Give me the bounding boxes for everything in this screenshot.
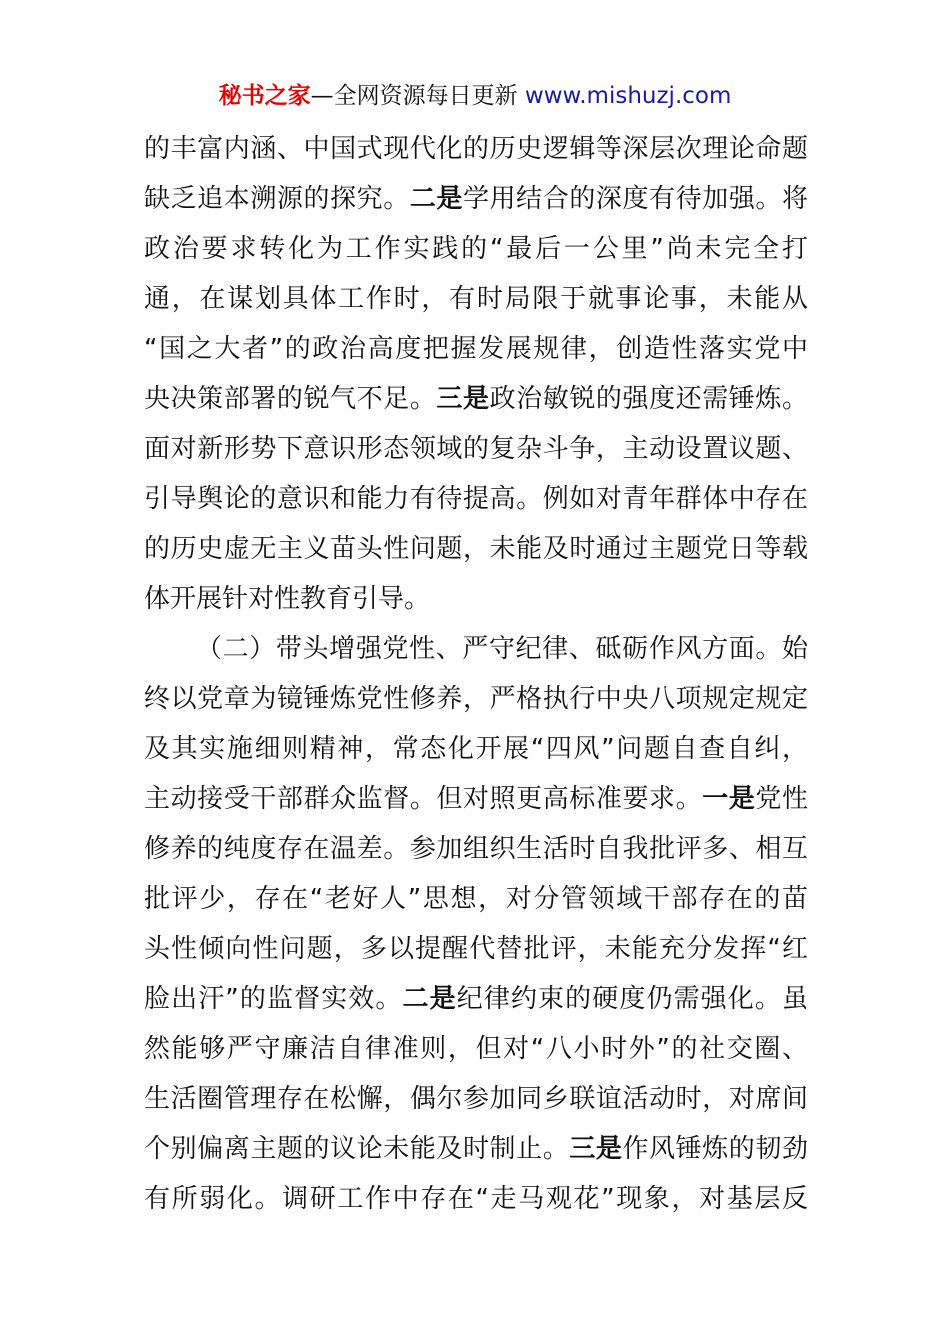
text-segment: 头性倾向性问题，多以提醒代替批评，未能充分发挥“红 xyxy=(144,934,808,964)
text-segment: 面对新形势下意识形态领域的复杂斗争，主动设置议题、 xyxy=(144,434,808,464)
text-segment: 通，在谋划具体工作时，有时局限于就事论事，未能从 xyxy=(144,284,808,314)
text-line xyxy=(144,674,808,724)
bold-marker: 二是 xyxy=(409,184,463,214)
text-segment: “国之大者”的政治高度把握发展规律，创造性落实党中 xyxy=(144,334,808,364)
text-line xyxy=(144,1124,808,1174)
text-segment: 作风锤炼的韧劲 xyxy=(622,1134,808,1164)
text-segment: 党性 xyxy=(755,784,808,814)
text-line xyxy=(144,474,808,524)
text-line xyxy=(144,1024,808,1074)
text-line xyxy=(144,824,808,874)
text-line xyxy=(144,324,808,374)
text-line xyxy=(144,374,808,424)
document-body xyxy=(144,124,808,1224)
site-header xyxy=(0,80,950,112)
bold-marker: 三是 xyxy=(436,384,490,414)
text-segment: 缺乏追本溯源的探究。 xyxy=(144,184,410,214)
text-segment: 纪律约束的硬度仍需强化。虽 xyxy=(456,984,808,1014)
text-segment: 体开展针对性教育引导。 xyxy=(144,584,431,614)
text-segment: 批评少，存在“老好人”思想，对分管领域干部存在的苗 xyxy=(144,884,808,914)
text-line xyxy=(144,924,808,974)
text-segment: 引导舆论的意识和能力有待提高。例如对青年群体中存在 xyxy=(144,484,808,514)
text-line xyxy=(144,524,808,574)
text-line xyxy=(144,174,808,224)
bold-marker: 一是 xyxy=(702,784,756,814)
text-segment: 修养的纯度存在温差。参加组织生活时自我批评多、相互 xyxy=(144,834,808,864)
bold-marker: 二是 xyxy=(402,984,457,1014)
text-segment: 有所弱化。调研工作中存在“走马观花”现象，对基层反 xyxy=(144,1184,808,1214)
text-segment: 的丰富内涵、中国式现代化的历史逻辑等深层次理论命题 xyxy=(144,134,808,164)
text-segment: 学用结合的深度有待加强。将 xyxy=(463,184,808,214)
site-tagline: —全网资源每日更新 xyxy=(310,83,525,109)
bold-marker: 三是 xyxy=(569,1134,623,1164)
text-segment: 生活圈管理存在松懈，偶尔参加同乡联谊活动时，对席间 xyxy=(144,1084,808,1114)
text-segment: （二）带头增强党性、严守纪律、砥砺作风方面。始 xyxy=(196,634,808,664)
text-segment: 然能够严守廉洁自律准则，但对“八小时外”的社交圈、 xyxy=(144,1034,808,1064)
site-url-link[interactable]: www.mishuzj.com xyxy=(524,83,732,109)
text-segment: 的历史虚无主义苗头性问题，未能及时通过主题党日等载 xyxy=(144,534,808,564)
text-line xyxy=(144,574,808,624)
text-line xyxy=(144,624,808,674)
site-brand: 秘书之家 xyxy=(218,83,311,109)
text-segment: 终以党章为镜锤炼党性修养，严格执行中央八项规定规定 xyxy=(144,684,808,714)
text-segment: 政治敏锐的强度还需锤炼。 xyxy=(489,384,808,414)
text-segment: 主动接受干部群众监督。但对照更高标准要求。 xyxy=(144,784,703,814)
text-segment: 脸出汗”的监督实效。 xyxy=(144,984,403,1014)
text-segment: 个别偏离主题的议论未能及时制止。 xyxy=(144,1134,570,1164)
text-line xyxy=(144,124,808,174)
text-segment: 政治要求转化为工作实践的“最后一公里”尚未完全打 xyxy=(144,234,808,264)
text-line xyxy=(144,1174,808,1224)
text-line xyxy=(144,774,808,824)
text-segment: 及其实施细则精神，常态化开展“四风”问题自查自纠， xyxy=(144,734,808,764)
text-segment: 央决策部署的锐气不足。 xyxy=(144,384,437,414)
text-line xyxy=(144,1074,808,1124)
text-line xyxy=(144,724,808,774)
text-line xyxy=(144,974,808,1024)
text-line xyxy=(144,274,808,324)
text-line xyxy=(144,874,808,924)
text-line xyxy=(144,224,808,274)
text-line xyxy=(144,424,808,474)
